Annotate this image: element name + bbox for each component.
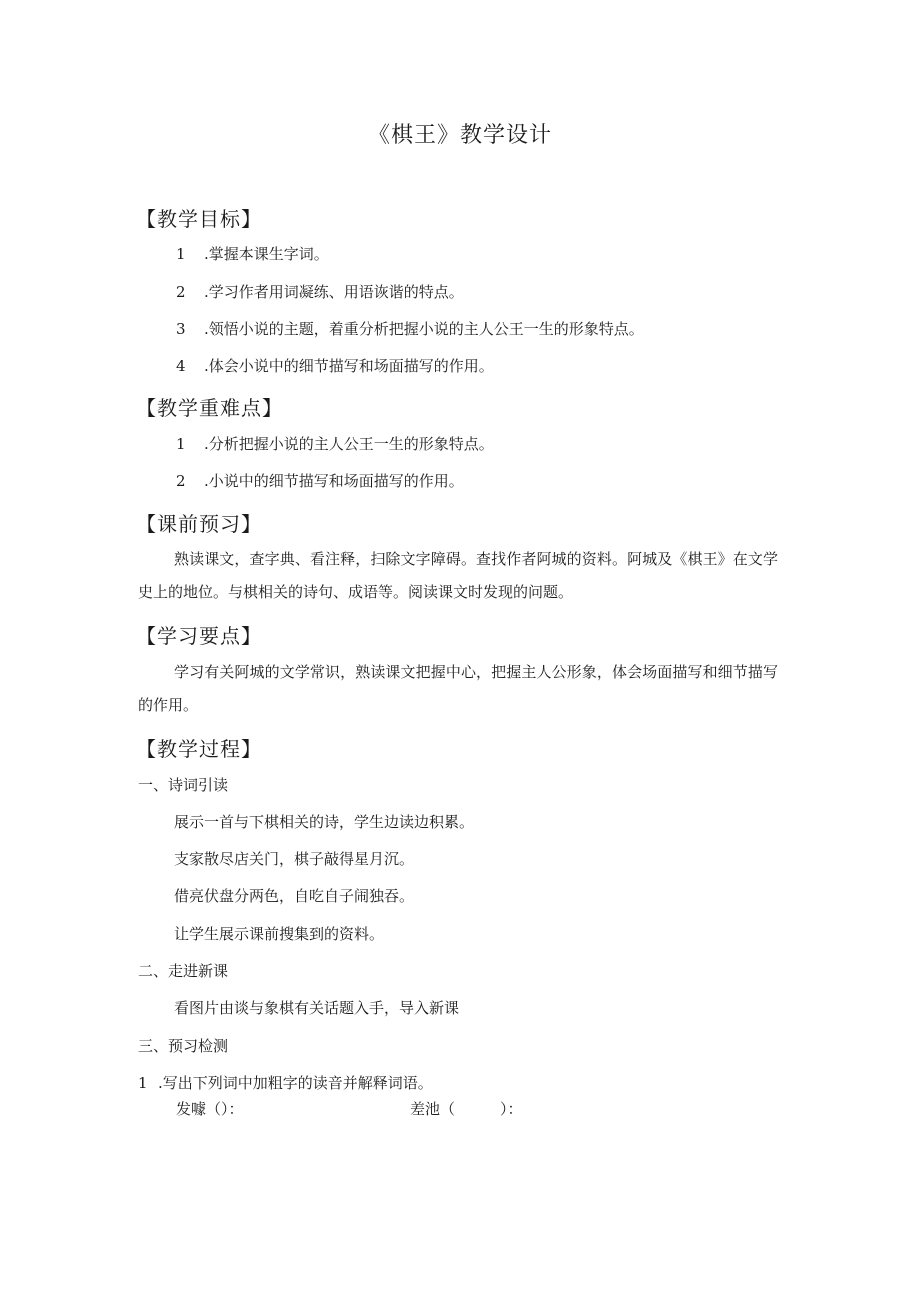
item-text: .体会小说中的细节描写和场面描写的作用。: [204, 357, 494, 375]
item-number: 2: [176, 283, 186, 301]
section-1-title: 一、诗词引读: [138, 776, 229, 794]
poem-line-2: 借亮伏盘分两色，自吃自子闹独吞。: [174, 887, 415, 905]
item-number: 4: [176, 357, 186, 375]
document-title: 《棋王》教学设计: [367, 123, 552, 148]
item-number: 3: [176, 320, 186, 338]
section-2-title: 二、走进新课: [138, 962, 229, 980]
item-text: .领悟小说的主题，着重分析把握小说的主人公王一生的形象特点。: [204, 320, 644, 338]
item-number: 1: [138, 1074, 148, 1092]
section-2-line-1: 看图片由谈与象棋有关话题入手，导入新课: [174, 999, 460, 1017]
section-3-item-1: [138, 1072, 433, 1093]
fill-blank-2: 差池（ ）：: [410, 1100, 523, 1118]
key-points-heading: 【教学重难点】: [136, 396, 283, 420]
process-heading: 【教学过程】: [136, 737, 262, 761]
item-number: 1: [176, 435, 186, 453]
item-text: .写出下列词中加粗字的读音并解释词语。: [158, 1074, 433, 1092]
study-points-paragraph: 学习有关阿城的文学常识，熟读课文把握中心，把握主人公形象，体会场面描写和细节描写的作用。: [138, 663, 778, 714]
objective-item-4: [176, 355, 494, 376]
item-text: .掌握本课生字词。: [204, 245, 329, 263]
fill-blank-1: 发噱（）：: [176, 1100, 244, 1118]
objectives-heading: 【教学目标】: [136, 207, 262, 231]
section-1-line-1: 展示一首与下棋相关的诗，学生边读边积累。: [174, 813, 475, 831]
study-points-heading: 【学习要点】: [136, 624, 262, 648]
preview-heading: 【课前预习】: [136, 512, 262, 536]
item-text: .分析把握小说的主人公王一生的形象特点。: [204, 435, 494, 453]
preview-paragraph: 熟读课文，查字典、看注释，扫除文字障碍。查找作者阿城的资料。阿城及《棋王》在文学史上的地位。与棋相关的诗句、成语等。阅读课文时发现的问题。: [138, 550, 778, 601]
objective-item-3: [176, 318, 644, 339]
item-number: 2: [176, 472, 186, 490]
item-text: .学习作者用词凝练、用语诙谐的特点。: [204, 283, 464, 301]
key-point-item-2: [176, 470, 464, 491]
objective-item-2: [176, 281, 464, 302]
poem-line-1: 支家散尽店关门，棋子敲得星月沉。: [174, 850, 415, 868]
section-3-title: 三、预习检测: [138, 1037, 229, 1055]
item-number: 1: [176, 245, 186, 263]
item-text: .小说中的细节描写和场面描写的作用。: [204, 472, 464, 490]
objective-item-1: [176, 243, 329, 264]
key-point-item-1: [176, 433, 494, 454]
section-1-line-4: 让学生展示课前搜集到的资料。: [174, 925, 385, 943]
